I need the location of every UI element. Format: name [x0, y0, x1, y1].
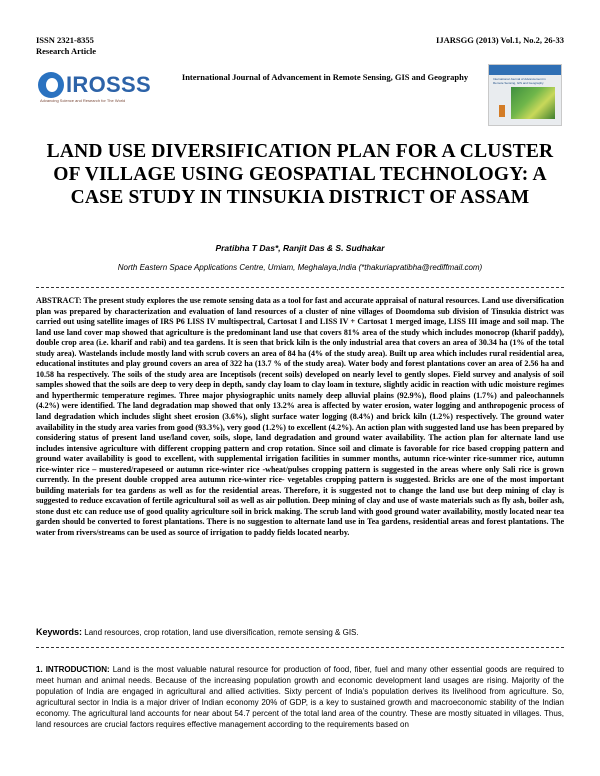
abstract-label: ABSTRACT: — [36, 296, 82, 305]
abstract — [36, 296, 564, 539]
article-type: Research Article — [36, 46, 97, 56]
publisher-logo — [36, 70, 196, 106]
cover-map-image — [511, 87, 555, 119]
introduction-text: Land is the most valuable natural resource for production of food, fiber, fuel and many other essential goods are required to meet human and animal needs. Because of the increasing population growth and economic development land usages are rising. Majority of the population of India are engaged in agricultural and allied activities. Sixty percent of India’s population derives its livelihood from agriculture. So, agricultural sector in India is a major driver of Indian economy 20% of GDP, is a key to sustained growth and macroeconomic stability of the Indian economy. The agricultural land accounts for near about 54.7 percent of the total land area of the country. These are mostly situated in villages. Thus, land resources are crucial factors requires effective management according to the requirements based on — [36, 665, 565, 730]
affiliation: North Eastern Space Applications Centre, Umiam, Meghalaya,India (*thakuriapratibha@rediffmail.com) — [117, 263, 483, 272]
issn: ISSN 2321-8355 — [36, 35, 94, 45]
journal-cover-thumbnail — [488, 64, 562, 126]
keywords — [36, 627, 564, 637]
cover-accent — [499, 105, 505, 117]
divider-top — [36, 287, 564, 288]
introduction — [36, 664, 564, 731]
cover-band — [489, 65, 561, 75]
paper-title: LAND USE DIVERSIFICATION PLAN FOR A CLUSTER OF VILLAGE USING GEOSPATIAL TECHNOLOGY: A CASE STUDY IN TINSUKIA DISTRICT OF ASSAM — [46, 141, 554, 208]
logo-tagline: Advancing Science and Research for The World — [40, 98, 126, 103]
abstract-text: The present study explores the use remote sensing data as a tool for fast and accurate appraisal of natural resources. Land use diversification plan was prepared by characterization and evaluation of land resources of a cluster of nine villages of Doomdoma sub division of Tinsukia district was carried out using satellite images of IRS P6 LISS IV multispectral, Cartosat I and LISS IV + Cartosat 1 merged image, LISS III image and soil map. The land use land cover map showed that agriculture is the predominant land use that covers 81% area of the study which includes monocrop (kharif paddy), double crop area (i.e. kharif and rabi) and tea gardens. It is seen that brick kiln is the only industrial area that covers an area of 30.34 ha (1% of the total study area). Wastelands include mostly land with scrub covers an area of 84 ha (4% of the study area). Built up area which includes rural residential area, educational institutes and play ground covers an area of 322 ha (13.7 % of the study area). Water body and forest plantations cover an area of 2.56 ha and 10.58 ha respectively. The soils of the study area are Inceptisols (recent soils) developed on nearly level to gently slopes. Field survey and analysis of soil samples showed that the soils are deep to very deep in depth, sandy clay loam to clay loam in texture, slightly acidic in reaction with udic moisture regimes and hyperthermic temperature regimes. Three major physiographic units namely deep alluvial plains (92.9%), flood plains (1.7%) and paleochannels (4.2%) were identified. The land degradation map showed that only 13.2% area is affected by water erosion, water logging and anthropogenic process of land degradation which includes slight sheet erosion (3.6%), slight surface water logging (8.4%) and brick kiln (1.2%) respectively. The ground water availability in the study area varies from good (93.3%), very good (1.2%) to excellent (4.2%). An action plan with suggested land use has been prepared by considering status of present land use/land cover, soils, slope, land degradation and ground water availability. The action plan for alternate land use includes intensive agriculture with different cropping pattern and crop rotation. Since soil and climate is favorable for rice based cropping pattern and ground water availability is good to excellent, with supplemental irrigation facilities in summer months, autumn rice-winter rice-summer rice, autumn rice-winter rice – mustered/rapeseed or autumn rice-winter rice -wheat/pulses cropping pattern is suggested in the areas where only Sali rice is grown currently. In the present double cropped area autumn rice-winter rice- vegetables cropping pattern is suggested. Bricks are one of the most important building materials for tea gardens as well as for the residential areas. Therefore, it is suggested not to change the land use but deep mining of clay is suggested to reduce excavation of fertile agricultural soil as well as air pollution. Deep mining of clay and use of waste materials such as fly ash, boiler ash, stone dust etc can reduce use of good quality agriculture soil in brick making. The scrub land with good ground water availability, mostly located near tea garden should be converted to forest plantations. There is no suggestion to alternate land use in Tea gardens, residential areas and forest plantations. The water from rivers/streams can be used as source of irrigation to paddy fields located nearby. — [36, 296, 565, 538]
logo-name: IROSSS — [66, 72, 151, 97]
keywords-label: Keywords: — [36, 627, 83, 637]
divider-bottom — [36, 647, 564, 648]
keywords-text: Land resources, crop rotation, land use diversification, remote sensing & GIS. — [84, 628, 359, 637]
journal-name: International Journal of Advancement in Remote Sensing, GIS and Geography — [181, 72, 469, 82]
authors: Pratibha T Das*, Ranjit Das & S. Sudhakar — [215, 243, 385, 253]
cover-text: International Journal of Advancement in Remote Sensing, GIS and Geography — [493, 77, 546, 85]
header-left — [36, 35, 96, 57]
citation: IJARSGG (2013) Vol.1, No.2, 26-33 — [436, 35, 564, 45]
globe-icon — [38, 72, 64, 98]
introduction-heading: 1. INTRODUCTION: — [36, 665, 110, 674]
